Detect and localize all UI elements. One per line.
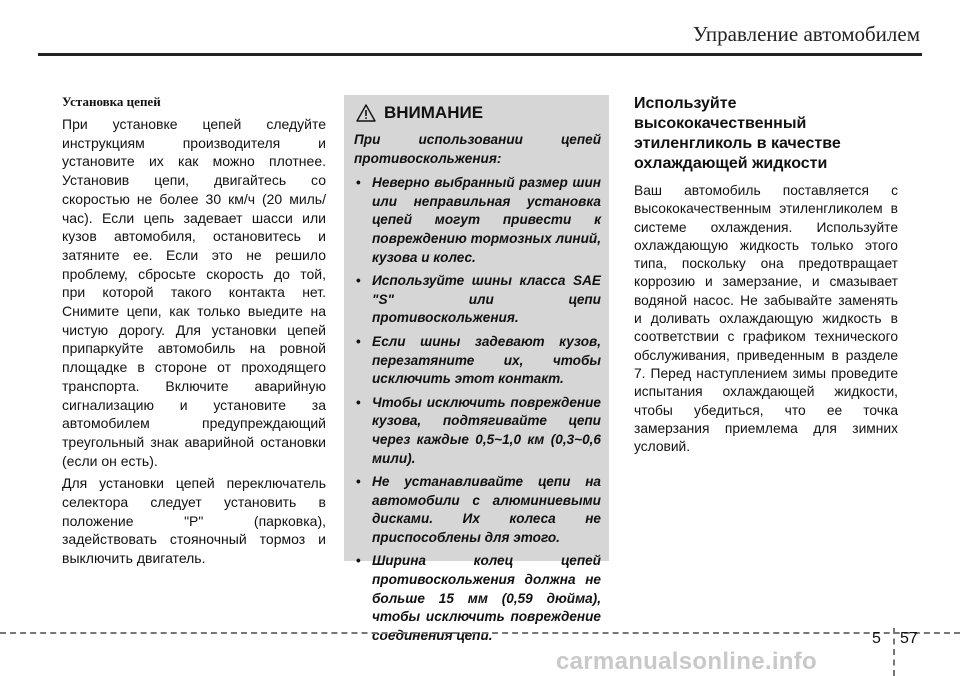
warning-item: • Чтобы исключить повреждение кузова, подтягивайте цепи через каждые 0,5~1,0 км (0,3~0,6 мили). [354, 394, 601, 468]
page-separator [893, 628, 895, 676]
section-number: 5 [872, 630, 881, 647]
warning-item: • Используйте шины класса SAE "S" или цепи противоскольжения. [354, 272, 601, 328]
header-rule [38, 53, 922, 56]
warning-list [354, 174, 601, 645]
warning-item: • Ширина колец цепей противоскольжения должна не больше 15 мм (0,59 дюйма), чтобы исключить повреждение соединения цепи. [354, 552, 601, 645]
warning-item: • Если шины задевают кузов, перезатяните их, чтобы исключить этот контакт. [354, 333, 601, 389]
footer-divider [0, 632, 960, 634]
right-column [634, 94, 898, 460]
header-title: Управление автомобилем [692, 22, 920, 46]
warning-title: ВНИМАНИЕ [384, 103, 484, 122]
body-paragraph: При установке цепей следуйте инструкциям производителя и установите их как можно плотнее. Установив цепи, двигайтесь со скоростью не более 30 км/ч (20 миль/час). Если цепь задевает шасси или кузов автомобиля, остановитесь и затяните ее. Если это не решило проблему, сбросьте скорость до той, при которой такого контакта нет. Снимите цепи, как только выедите на чистую дорогу. Для установки цепей припаркуйте автомобиль на ровной площадке в стороне от проходящего транспорта. Включите аварийную сигнализацию и установите за автомобилем предупреждающий треугольный знак аварийной остановки (если он есть). [62, 116, 326, 469]
warning-item: • Не устанавливайте цепи на автомобили с алюминиевыми дисками. Их колеса не приспособлены для этого. [354, 473, 601, 547]
warning-intro: При использовании цепей противоскольжения: [354, 132, 601, 166]
body-paragraph: Для установки цепей переключатель селектора следует установить в положение "P" (парковка), задействовать стояночный тормоз и выключить двигатель. [62, 475, 326, 567]
page-number: 57 [900, 630, 918, 647]
left-column [62, 94, 326, 572]
warning-header [356, 103, 601, 123]
warning-box [344, 95, 609, 643]
section-heading: Установка цепей [62, 94, 161, 109]
warning-item: • Неверно выбранный размер шин или неправильная установка цепей могут привести к повреждению тормозных линий, кузова и колес. [354, 174, 601, 267]
body-paragraph: Ваш автомобиль поставляется с высококачественным этиленгликолем в системе охлаждения. Используйте охлаждающую жидкость только этого типа, поскольку она предотвращает коррозию и замерзание, и смазывает водяной насос. Не забывайте заменять и доливать охлаждающую жидкость в соответствии с графиком технического обслуживания, приведенным в разделе 7. Перед наступлением зимы проведите испытания охлаждающей жидкости, чтобы убедиться, что ее точка замерзания приемлема для зимних условий. [634, 183, 898, 455]
warning-triangle-icon [356, 104, 376, 122]
section-heading: Используйте высококачественный этиленгликоль в качестве охлаждающей жидкости [634, 95, 841, 172]
watermark: carmanualsonline.info [556, 648, 818, 675]
